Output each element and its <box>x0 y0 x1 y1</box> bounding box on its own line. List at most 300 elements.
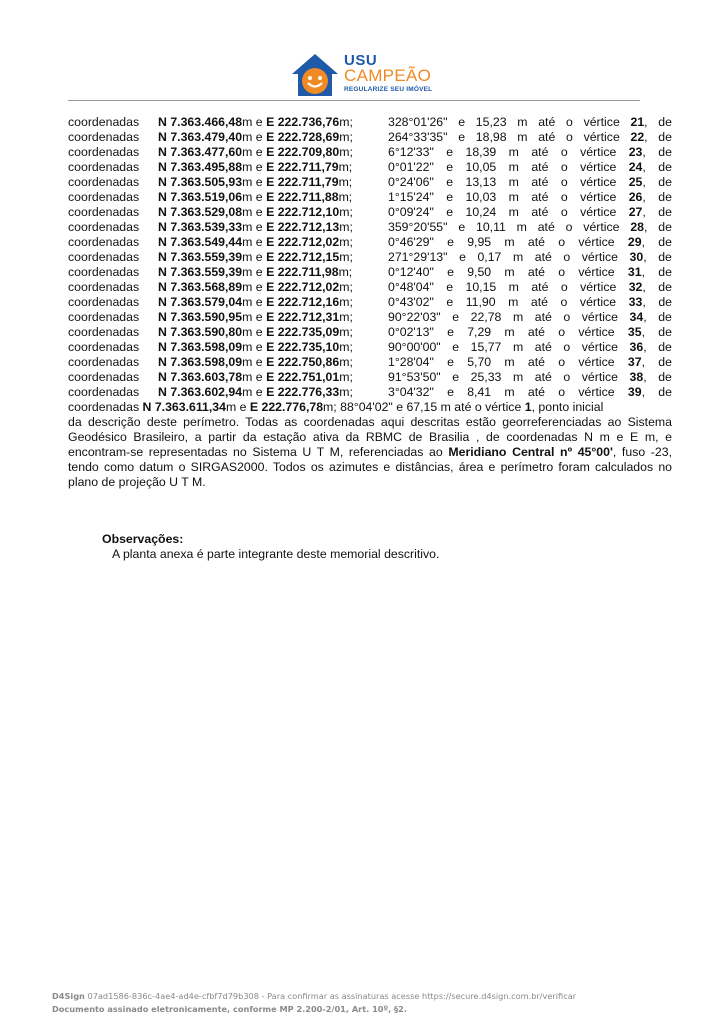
conj-e: e <box>255 250 263 264</box>
distance-value: 9,95 <box>467 235 492 249</box>
north-value: 7.363.519,06 <box>170 190 243 204</box>
coordinate-pair <box>158 370 388 385</box>
azimuth-value: 0°09'24" <box>388 205 434 219</box>
vertex-number: 23 <box>628 145 643 159</box>
east-value: 222.712,31 <box>277 310 340 324</box>
signature-footer <box>52 990 576 1016</box>
east-value: 222.728,69 <box>277 130 340 144</box>
unit-m-semicolon: m; <box>339 355 353 369</box>
word-de: de <box>658 160 672 174</box>
word-de: de <box>658 265 672 279</box>
word-ate: até <box>527 385 546 399</box>
coordinate-pair <box>158 385 388 400</box>
word-de: de <box>658 310 672 324</box>
unit-m: m <box>242 370 253 384</box>
word-m: m <box>508 160 519 174</box>
coordinate-row <box>68 325 672 340</box>
azimuth-distance: 91°53'50" e 25,33 m até o vértice 38, de <box>388 370 672 384</box>
word-e: e <box>446 175 454 189</box>
word-coordenadas: coordenadas <box>68 175 140 189</box>
unit-m-semicolon: m; <box>339 370 353 384</box>
unit-m-semicolon: m; <box>339 325 353 339</box>
north-label: N <box>158 115 167 129</box>
north-label: N <box>158 280 167 294</box>
word-de: de <box>658 190 672 204</box>
word-o: o <box>566 115 573 129</box>
vertex-number: 34 <box>629 310 644 324</box>
word-o: o <box>560 160 568 174</box>
word-coordenadas: coordenadas <box>68 265 140 279</box>
word-e: e <box>452 310 460 324</box>
word-m: m <box>517 115 528 129</box>
distance-value: 0,17 <box>477 250 502 264</box>
azimuth-distance: 90°00'00" e 15,77 m até o vértice 36, de <box>388 340 672 354</box>
word-ate: até <box>534 250 552 264</box>
word-m: m <box>512 340 524 354</box>
vertex-number: 27 <box>628 205 643 219</box>
word-e: e <box>447 265 454 279</box>
word-m: m <box>512 370 524 384</box>
word-o: o <box>560 190 568 204</box>
word-coordenadas: coordenadas <box>68 220 140 234</box>
east-label: E <box>266 385 275 399</box>
word-de: de <box>658 370 672 384</box>
word-e: e <box>452 340 460 354</box>
north-label: N <box>158 355 167 369</box>
word-e: e <box>447 355 454 369</box>
vertex-number: 25 <box>628 175 643 189</box>
north-value: 7.363.466,48 <box>170 115 243 129</box>
north-label: N <box>158 145 167 159</box>
coordinate-pair <box>158 160 388 175</box>
unit-m-semicolon: m; <box>339 280 353 294</box>
vertex-number: 29 <box>627 235 642 249</box>
north-label: N <box>158 160 167 174</box>
final-mid1: m e <box>225 400 250 414</box>
coordinate-pair <box>158 175 388 190</box>
distance-value: 7,29 <box>467 325 492 339</box>
observations-section <box>102 532 439 562</box>
azimuth-distance: 0°01'22" e 10,05 m até o vértice 24, de <box>388 160 672 174</box>
east-value: 222.712,15 <box>277 250 340 264</box>
house-smile-icon <box>290 52 340 98</box>
azimuth-distance: 0°48'04" e 10,15 m até o vértice 32, de <box>388 280 672 294</box>
word-m: m <box>508 280 519 294</box>
east-label: E <box>266 370 275 384</box>
east-label: E <box>266 250 275 264</box>
east-label: E <box>266 190 275 204</box>
word-o: o <box>560 145 568 159</box>
word-vertice: vértice <box>581 340 618 354</box>
azimuth-value: 0°43'02" <box>388 295 434 309</box>
north-label: N <box>158 295 167 309</box>
final-tail: , ponto inicial <box>531 400 604 414</box>
unit-m: m <box>242 115 253 129</box>
azimuth-distance: 359°20'55" e 10,11 m até o vértice 28, de <box>388 220 672 234</box>
distance-value: 10,05 <box>465 160 497 174</box>
word-ate: até <box>531 145 549 159</box>
word-vertice: vértice <box>583 130 620 144</box>
word-ate: até <box>527 235 546 249</box>
east-value: 222.735,10 <box>277 340 340 354</box>
distance-value: 10,15 <box>465 280 497 294</box>
unit-m-semicolon: m; <box>339 205 353 219</box>
word-de: de <box>658 325 672 339</box>
vertex-number: 33 <box>628 295 643 309</box>
unit-m-semicolon: m; <box>339 250 353 264</box>
conj-e: e <box>255 235 263 249</box>
azimuth-distance: 6°12'33" e 18,39 m até o vértice 23, de <box>388 145 672 159</box>
coordinate-row <box>68 130 672 145</box>
word-m: m <box>512 250 524 264</box>
unit-m-semicolon: m; <box>339 145 353 159</box>
word-m: m <box>504 355 515 369</box>
word-coordenadas: coordenadas <box>68 205 140 219</box>
east-value: 222.711,79 <box>277 160 339 174</box>
footer-line-1-text: 07ad1586-836c-4ae4-ad4e-cfbf7d79b308 - Para confirmar as assinaturas acesse https://secure.d4sign.com.br/verificar <box>84 991 577 1001</box>
vertex-number: 32 <box>628 280 643 294</box>
word-ate: até <box>534 340 552 354</box>
word-ate: até <box>531 160 549 174</box>
vertex-number: 24 <box>628 160 643 174</box>
word-m: m <box>508 145 519 159</box>
coordinate-row <box>68 205 672 220</box>
word-m: m <box>504 265 515 279</box>
final-coordinate-line <box>68 400 672 415</box>
vertex-number: 37 <box>627 355 642 369</box>
coordinate-pair <box>158 115 388 130</box>
word-o: o <box>560 280 568 294</box>
word-coordenadas: coordenadas <box>68 340 140 354</box>
coordinate-row <box>68 265 672 280</box>
conj-e: e <box>255 385 263 399</box>
word-coordenadas: coordenadas <box>68 385 140 399</box>
east-label: E <box>266 160 275 174</box>
conj-e: e <box>255 265 263 279</box>
azimuth-value: 0°24'06" <box>388 175 434 189</box>
word-coordenadas: coordenadas <box>68 115 140 129</box>
coordinate-rows <box>68 115 672 400</box>
east-label: E <box>266 220 275 234</box>
word-o: o <box>558 265 566 279</box>
word-m: m <box>504 385 515 399</box>
word-e: e <box>447 385 454 399</box>
north-value: 7.363.590,95 <box>170 310 243 324</box>
north-value: 7.363.590,80 <box>170 325 243 339</box>
word-o: o <box>560 175 568 189</box>
final-mid2: m; 88°04'02" e 67,15 m até o vértice <box>323 400 525 414</box>
north-label: N <box>158 220 167 234</box>
unit-m-semicolon: m; <box>339 220 353 234</box>
word-de: de <box>658 355 672 369</box>
logo-campeao-text: CAMPEÃO <box>344 66 432 85</box>
coordinate-row <box>68 370 672 385</box>
coordinate-pair <box>158 235 388 250</box>
word-o: o <box>560 205 568 219</box>
word-ate: até <box>538 130 556 144</box>
word-coordenadas: coordenadas <box>68 160 140 174</box>
logo-tagline: REGULARIZE SEU IMÓVEL <box>344 86 433 93</box>
unit-m: m <box>242 190 253 204</box>
unit-m: m <box>242 235 253 249</box>
paragraph-meridian: Meridiano Central nº 45°00' <box>448 445 613 459</box>
word-ate: até <box>531 190 549 204</box>
east-value: 222.712,13 <box>277 220 340 234</box>
word-vertice: vértice <box>578 325 615 339</box>
word-o: o <box>563 340 571 354</box>
word-vertice: vértice <box>581 370 618 384</box>
word-vertice: vértice <box>580 280 617 294</box>
north-value: 7.363.559,39 <box>170 250 243 264</box>
azimuth-distance: 0°43'02" e 11,90 m até o vértice 33, de <box>388 295 672 309</box>
word-coordenadas: coordenadas <box>68 235 140 249</box>
north-label: N <box>158 130 167 144</box>
vertex-number: 31 <box>627 265 642 279</box>
azimuth-value: 0°46'29" <box>388 235 434 249</box>
final-word-coordenadas: coordenadas <box>68 400 140 414</box>
word-o: o <box>560 295 568 309</box>
azimuth-distance: 90°22'03" e 22,78 m até o vértice 34, de <box>388 310 672 324</box>
north-label: N <box>158 175 167 189</box>
unit-m: m <box>242 175 253 189</box>
word-vertice: vértice <box>581 250 618 264</box>
vertex-number: 36 <box>629 340 644 354</box>
word-o: o <box>558 325 566 339</box>
north-label: N <box>158 235 167 249</box>
distance-value: 8,41 <box>467 385 492 399</box>
word-m: m <box>512 310 524 324</box>
word-m: m <box>517 130 528 144</box>
unit-m: m <box>242 340 253 354</box>
coordinate-pair <box>158 205 388 220</box>
azimuth-distance: 271°29'13" e 0,17 m até o vértice 30, de <box>388 250 672 264</box>
east-label: E <box>266 205 275 219</box>
azimuth-value: 3°04'32" <box>388 385 434 399</box>
coordinate-pair <box>158 190 388 205</box>
conj-e: e <box>255 340 263 354</box>
word-vertice: vértice <box>580 175 617 189</box>
coordinate-row <box>68 340 672 355</box>
vertex-number: 35 <box>627 325 642 339</box>
word-e: e <box>458 220 466 234</box>
azimuth-distance: 0°09'24" e 10,24 m até o vértice 27, de <box>388 205 672 219</box>
unit-m-semicolon: m; <box>339 115 353 129</box>
east-label: E <box>266 340 275 354</box>
word-o: o <box>558 385 566 399</box>
word-coordenadas: coordenadas <box>68 145 140 159</box>
east-value: 222.711,98 <box>277 265 339 279</box>
east-value: 222.712,02 <box>277 235 340 249</box>
word-e: e <box>447 325 454 339</box>
north-label: N <box>158 385 167 399</box>
word-de: de <box>658 340 672 354</box>
conj-e: e <box>255 130 263 144</box>
word-coordenadas: coordenadas <box>68 295 140 309</box>
word-ate: até <box>538 115 556 129</box>
coordinate-row <box>68 235 672 250</box>
word-m: m <box>508 190 519 204</box>
word-o: o <box>565 220 573 234</box>
coordinate-pair <box>158 295 388 310</box>
azimuth-value: 271°29'13" <box>388 250 448 264</box>
word-o: o <box>563 370 571 384</box>
observations-text: A planta anexa é parte integrante deste memorial descritivo. <box>112 547 440 561</box>
east-label: E <box>266 355 275 369</box>
azimuth-distance: 3°04'32" e 8,41 m até o vértice 39, de <box>388 385 672 399</box>
east-value: 222.750,86 <box>277 355 340 369</box>
east-value: 222.736,76 <box>277 115 340 129</box>
word-coordenadas: coordenadas <box>68 190 140 204</box>
observations-title: Observações: <box>102 532 184 546</box>
word-e: e <box>446 205 454 219</box>
north-label: N <box>158 250 167 264</box>
unit-m-semicolon: m; <box>338 265 353 279</box>
coordinate-pair <box>158 310 388 325</box>
word-de: de <box>658 205 672 219</box>
word-de: de <box>658 130 672 144</box>
word-vertice: vértice <box>578 235 615 249</box>
page-header <box>0 52 724 102</box>
coordinate-row <box>68 175 672 190</box>
coordinate-pair <box>158 250 388 265</box>
header-divider <box>68 100 640 101</box>
vertex-number: 38 <box>629 370 644 384</box>
coordinate-row <box>68 280 672 295</box>
east-value: 222.712,02 <box>277 280 340 294</box>
north-label: N <box>158 190 167 204</box>
word-vertice: vértice <box>580 145 617 159</box>
azimuth-distance: 1°28'04" e 5,70 m até o vértice 37, de <box>388 355 672 369</box>
azimuth-value: 1°15'24" <box>388 190 434 204</box>
word-coordenadas: coordenadas <box>68 370 140 384</box>
unit-m: m <box>242 250 253 264</box>
east-value: 222.735,09 <box>277 325 340 339</box>
distance-value: 13,13 <box>465 175 497 189</box>
north-value: 7.363.495,88 <box>170 160 243 174</box>
azimuth-value: 264°33'35" <box>388 130 448 144</box>
north-value: 7.363.598,09 <box>170 355 243 369</box>
word-e: e <box>446 190 454 204</box>
azimuth-value: 0°01'22" <box>388 160 434 174</box>
east-label: E <box>266 145 275 159</box>
word-e: e <box>447 235 454 249</box>
word-vertice: vértice <box>580 160 617 174</box>
word-vertice: vértice <box>580 205 617 219</box>
azimuth-value: 1°28'04" <box>388 355 434 369</box>
conj-e: e <box>255 370 263 384</box>
azimuth-distance: 1°15'24" e 10,03 m até o vértice 26, de <box>388 190 672 204</box>
conj-e: e <box>255 175 263 189</box>
word-e: e <box>452 370 460 384</box>
footer-line-2: Documento assinado eletronicamente, conforme MP 2.200-2/01, Art. 10º, §2. <box>52 1004 407 1014</box>
word-vertice: vértice <box>581 310 618 324</box>
north-label: N <box>158 370 167 384</box>
word-vertice: vértice <box>580 190 617 204</box>
coordinate-row <box>68 160 672 175</box>
conj-e: e <box>255 115 263 129</box>
word-de: de <box>658 250 672 264</box>
unit-m-semicolon: m; <box>338 190 353 204</box>
footer-brand: D4Sign <box>52 991 85 1001</box>
word-ate: até <box>534 370 552 384</box>
east-label: E <box>266 115 275 129</box>
word-coordenadas: coordenadas <box>68 355 140 369</box>
north-value: 7.363.579,04 <box>170 295 243 309</box>
unit-m-semicolon: m; <box>339 130 353 144</box>
coordinate-pair <box>158 220 388 235</box>
coordinate-row <box>68 250 672 265</box>
coordinate-row <box>68 295 672 310</box>
azimuth-value: 0°02'13" <box>388 325 434 339</box>
word-de: de <box>658 385 672 399</box>
distance-value: 15,77 <box>470 340 502 354</box>
north-value: 7.363.529,08 <box>170 205 243 219</box>
azimuth-value: 90°00'00" <box>388 340 441 354</box>
word-m: m <box>504 235 515 249</box>
coordinate-pair <box>158 355 388 370</box>
distance-value: 5,70 <box>467 355 492 369</box>
word-m: m <box>508 295 519 309</box>
final-e-value: E 222.776,78 <box>249 400 324 414</box>
word-coordenadas: coordenadas <box>68 325 140 339</box>
word-e: e <box>446 160 454 174</box>
unit-m-semicolon: m; <box>339 235 353 249</box>
conj-e: e <box>255 160 263 174</box>
word-e: e <box>446 280 454 294</box>
georeference-paragraph <box>68 415 672 490</box>
conj-e: e <box>255 145 263 159</box>
usu-campeao-logo <box>290 52 440 100</box>
conj-e: e <box>255 280 263 294</box>
north-value: 7.363.602,94 <box>170 385 243 399</box>
coordinate-pair <box>158 130 388 145</box>
word-vertice: vértice <box>578 385 615 399</box>
coordinate-row <box>68 310 672 325</box>
footer-line-1 <box>52 990 576 1003</box>
north-label: N <box>158 325 167 339</box>
coordinate-pair <box>158 265 388 280</box>
distance-value: 11,90 <box>465 295 496 309</box>
coordinate-pair <box>158 325 388 340</box>
north-value: 7.363.549,44 <box>170 235 243 249</box>
word-de: de <box>658 175 672 189</box>
vertex-number: 26 <box>628 190 643 204</box>
east-label: E <box>266 130 275 144</box>
east-label: E <box>266 310 275 324</box>
word-vertice: vértice <box>578 265 615 279</box>
azimuth-value: 90°22'03" <box>388 310 441 324</box>
east-value: 222.711,79 <box>277 175 339 189</box>
north-label: N <box>158 340 167 354</box>
azimuth-distance: 0°46'29" e 9,95 m até o vértice 29, de <box>388 235 672 249</box>
word-coordenadas: coordenadas <box>68 130 140 144</box>
word-vertice: vértice <box>583 115 620 129</box>
unit-m-semicolon: m; <box>339 340 353 354</box>
north-value: 7.363.559,39 <box>170 265 243 279</box>
unit-m-semicolon: m; <box>339 310 353 324</box>
vertex-number: 39 <box>627 385 642 399</box>
word-ate: até <box>537 220 555 234</box>
east-label: E <box>266 280 275 294</box>
north-label: N <box>158 310 167 324</box>
east-value: 222.711,88 <box>277 190 339 204</box>
word-de: de <box>658 235 672 249</box>
coordinate-row <box>68 190 672 205</box>
azimuth-distance: 0°12'40" e 9,50 m até o vértice 31, de <box>388 265 672 279</box>
east-value: 222.776,33 <box>277 385 340 399</box>
unit-m: m <box>242 385 253 399</box>
word-coordenadas: coordenadas <box>68 310 140 324</box>
